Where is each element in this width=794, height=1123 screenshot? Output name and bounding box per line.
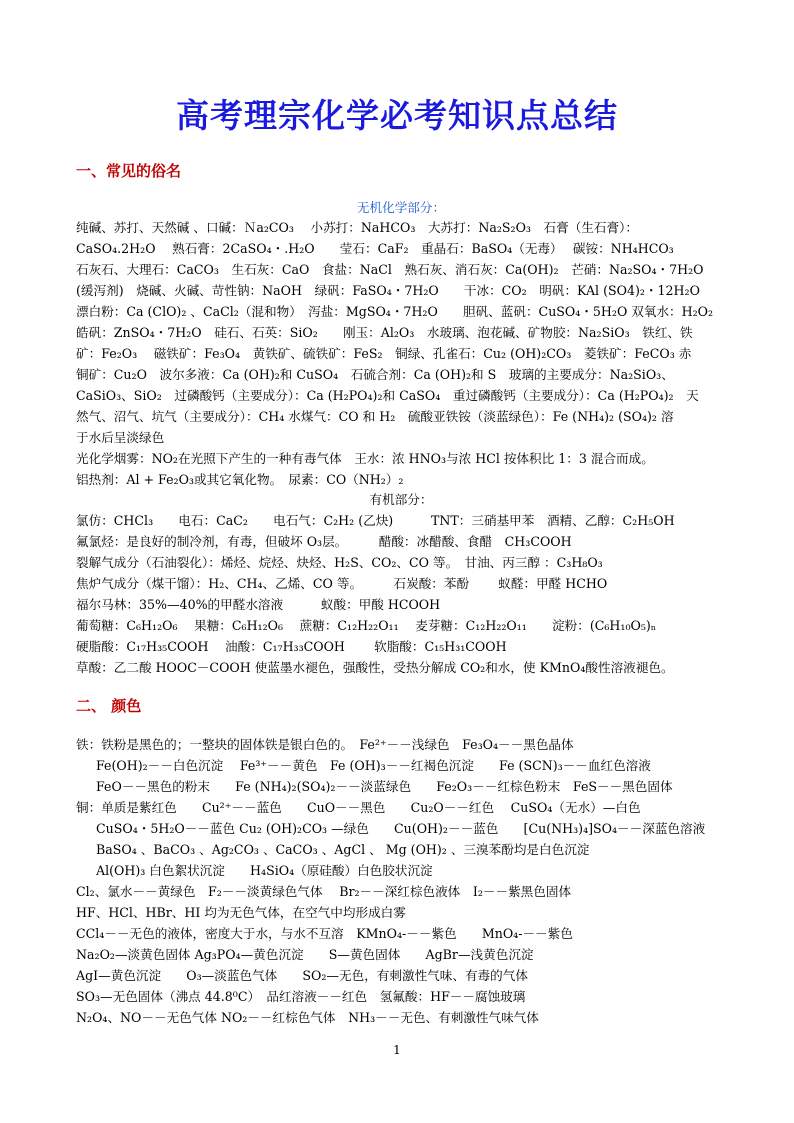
text-line: 矿：Fe₂O₃ 磁铁矿：Fe₃O₄ 黄铁矿、硫铁矿：FeS₂ 铜绿、孔雀石：Cu₂ (OH)₂CO₃ 菱铁矿：FeCO₃ 赤 xyxy=(76,346,692,361)
text-line: 硬脂酸：C₁₇H₃₅COOH 油酸：C₁₇H₃₃COOH 软脂酸：C₁₅H₃₁COOH xyxy=(76,639,507,654)
text-line: Na₂O₂—淡黄色固体 Ag₃PO₄—黄色沉淀 S—黄色固体 AgBr—浅黄色沉淀 xyxy=(76,947,534,962)
text-line: 于水后呈淡绿色 xyxy=(76,430,165,445)
text-line: Fe(OH)₂－－白色沉淀 Fe³⁺－－黄色 Fe (OH)₃－－红褐色沉淀 Fe (SCN)₃－－血红色溶液 xyxy=(96,758,651,773)
text-line: BaSO₄ 、BaCO₃ 、Ag₂CO₃ 、CaCO₃ 、AgCl 、 Mg (OH)₂ 、三溴苯酚均是白色沉淀 xyxy=(96,842,590,857)
text-line: Al(OH)₃ 白色絮状沉淀 H₄SiO₄（原硅酸）白色胶状沉淀 xyxy=(96,863,433,878)
text-line: 石灰石、大理石：CaCO₃ 生石灰：CaO 食盐：NaCl 熟石灰、消石灰：Ca(OH)₂ 芒硝：Na₂SO₄・7H₂O xyxy=(76,262,704,277)
text-line: 氯仿：CHCl₃ 电石：CaC₂ 电石气：C₂H₂ (乙炔) TNT：三硝基甲苯 酒精、乙醇：C₂H₅OH xyxy=(76,513,675,528)
text-line: 纯碱、苏打、天然碱 、口碱：Ｎa₂CO₃ 小苏打：NaHCO₃ 大苏打：Na₂S₂O₃ 石膏（生石膏）： xyxy=(76,220,639,235)
text-line: Cl₂、氯水－－黄绿色 F₂－－淡黄绿色气体 Br₂－－深红棕色液体 I₂－－紫黑色固体 xyxy=(76,884,572,899)
text-line: 裂解气成分（石油裂化）：烯烃、烷烃、炔烃、H₂S、CO₂、CO 等。 甘油、丙三醇 ：C₃H₈O₃ xyxy=(76,555,603,570)
text-line: CuSO₄・5H₂O－－蓝色 Cu₂ (OH)₂CO₃ —绿色 Cu(OH)₂－－蓝色 [Cu(NH₃)₄]SO₄－－深蓝色溶液 xyxy=(96,821,706,836)
text-line: 草酸：乙二酸 HOOC－COOH 使蓝墨水褪色，强酸性，受热分解成 CO₂和水，使 KMnO₄酸性溶液褪色。 xyxy=(76,660,674,675)
subheading-organic: 有机部分： xyxy=(369,492,433,507)
text-line: 铜矿：Cu₂O 波尔多液：Ca (OH)₂和 CuSO₄ 石硫合剂：Ca (OH)₂和 S 玻璃的主要成分：Na₂SiO₃、 xyxy=(76,367,674,382)
text-line: 葡萄糖：C₆H₁₂O₆ 果糖：C₆H₁₂O₆ 蔗糖：C₁₂H₂₂O₁₁ 麦芽糖：C₁₂H₂₂O₁₁ 淀粉：(C₆H₁₀O₅)ₙ xyxy=(76,618,657,633)
text-line: 铜：单质是紫红色 Cu²⁺－－蓝色 CuO－－黑色 Cu₂O－－红色 CuSO₄（无水）—白色 xyxy=(76,800,641,815)
text-line: 皓矾：ZnSO₄・7H₂O 硅石、石英：SiO₂ 刚玉：Al₂O₃ 水玻璃、泡花碱、矿物胶：Na₂SiO₃ 铁红、铁 xyxy=(76,325,693,340)
text-line: AgI—黄色沉淀 O₃—淡蓝色气体 SO₂—无色，有刺激性气味、有毒的气体 xyxy=(76,968,528,983)
page-number: 1 xyxy=(393,1043,401,1057)
text-line: (缓泻剂) 烧碱、火碱、苛性钠：NaOH 绿矾：FaSO₄・7H₂O 干冰：CO₂ 明矾：KAl (SO4)₂・12H₂O xyxy=(76,283,700,298)
page-title: 高考理宗化学必考知识点总结 xyxy=(176,96,618,135)
text-line: 漂白粉：Ca (ClO)₂ 、CaCl₂（混和物） 泻盐：MgSO₄・7H₂O 胆矾、蓝矾：CuSO₄・5H₂O 双氧水：H₂O₂ xyxy=(76,304,714,319)
text-line: CCl₄－－无色的液体，密度大于水，与水不互溶 KMnO₄-－－紫色 MnO₄-－－紫色 xyxy=(76,926,573,941)
text-line: SO₃—无色固体（沸点 44.8⁰C） 品红溶液－－红色 氢氟酸：HF－－腐蚀玻璃 xyxy=(76,989,526,1004)
text-line: CaSiO₃、SiO₂ 过磷酸钙（主要成分）：Ca (H₂PO₄)₂和 CaSO₄ 重过磷酸钙（主要成分）：Ca (H₂PO₄)₂ 天 xyxy=(76,388,699,403)
section-heading-colors: 二、 颜色 xyxy=(76,697,142,715)
text-line: 焦炉气成分（煤干馏）：H₂、CH₄、乙烯、CO 等。 石炭酸：苯酚 蚁醛：甲醛 HCHO xyxy=(76,576,608,591)
text-line: 铝热剂：Al + Fe₂O₃或其它氧化物。 尿素：CO（NH₂）₂ xyxy=(76,472,404,487)
text-line: N₂O₄、NO－－无色气体 NO₂－－红棕色气体 NH₃－－无色、有刺激性气味气体 xyxy=(76,1010,539,1025)
text-line: 氟氯烃：是良好的制冷剂，有毒，但破坏 O₃层。 醋酸：冰醋酸、食醋 CH₃COOH xyxy=(76,534,572,549)
text-line: 福尔马林：35%—40%的甲醛水溶液 蚁酸：甲酸 HCOOH xyxy=(76,597,441,612)
text-line: CaSO₄.2H₂O 熟石膏：2CaSO₄・.H₂O 莹石：CaF₂ 重晶石：BaSO₄（无毒） 碳铵：NH₄HCO₃ xyxy=(76,241,674,256)
text-line: HF、HCl、HBr、HI 均为无色气体，在空气中均形成白雾 xyxy=(76,905,406,920)
text-line: 然气、沼气、坑气（主要成分）：CH₄ 水煤气：CO 和 H₂ 硫酸亚铁铵（淡蓝绿色）：Fe (NH₄)₂ (SO₄)₂ 溶 xyxy=(76,409,674,424)
section-heading-common-names: 一、常见的俗名 xyxy=(76,162,182,180)
subheading-inorganic: 无机化学部分： xyxy=(356,200,446,215)
text-line: FeO－－黑色的粉末 Fe (NH₄)₂(SO₄)₂－－淡蓝绿色 Fe₂O₃－－红棕色粉末 FeS－－黑色固体 xyxy=(96,779,673,794)
text-line: 铁：铁粉是黑色的；一整块的固体铁是银白色的。 Fe²⁺－－浅绿色 Fe₃O₄－－黑色晶体 xyxy=(76,737,574,752)
text-line: 光化学烟雾：NO₂在光照下产生的一种有毒气体 王水：浓 HNO₃与浓 HCl 按体积比 1：3 混合而成。 xyxy=(76,451,654,466)
